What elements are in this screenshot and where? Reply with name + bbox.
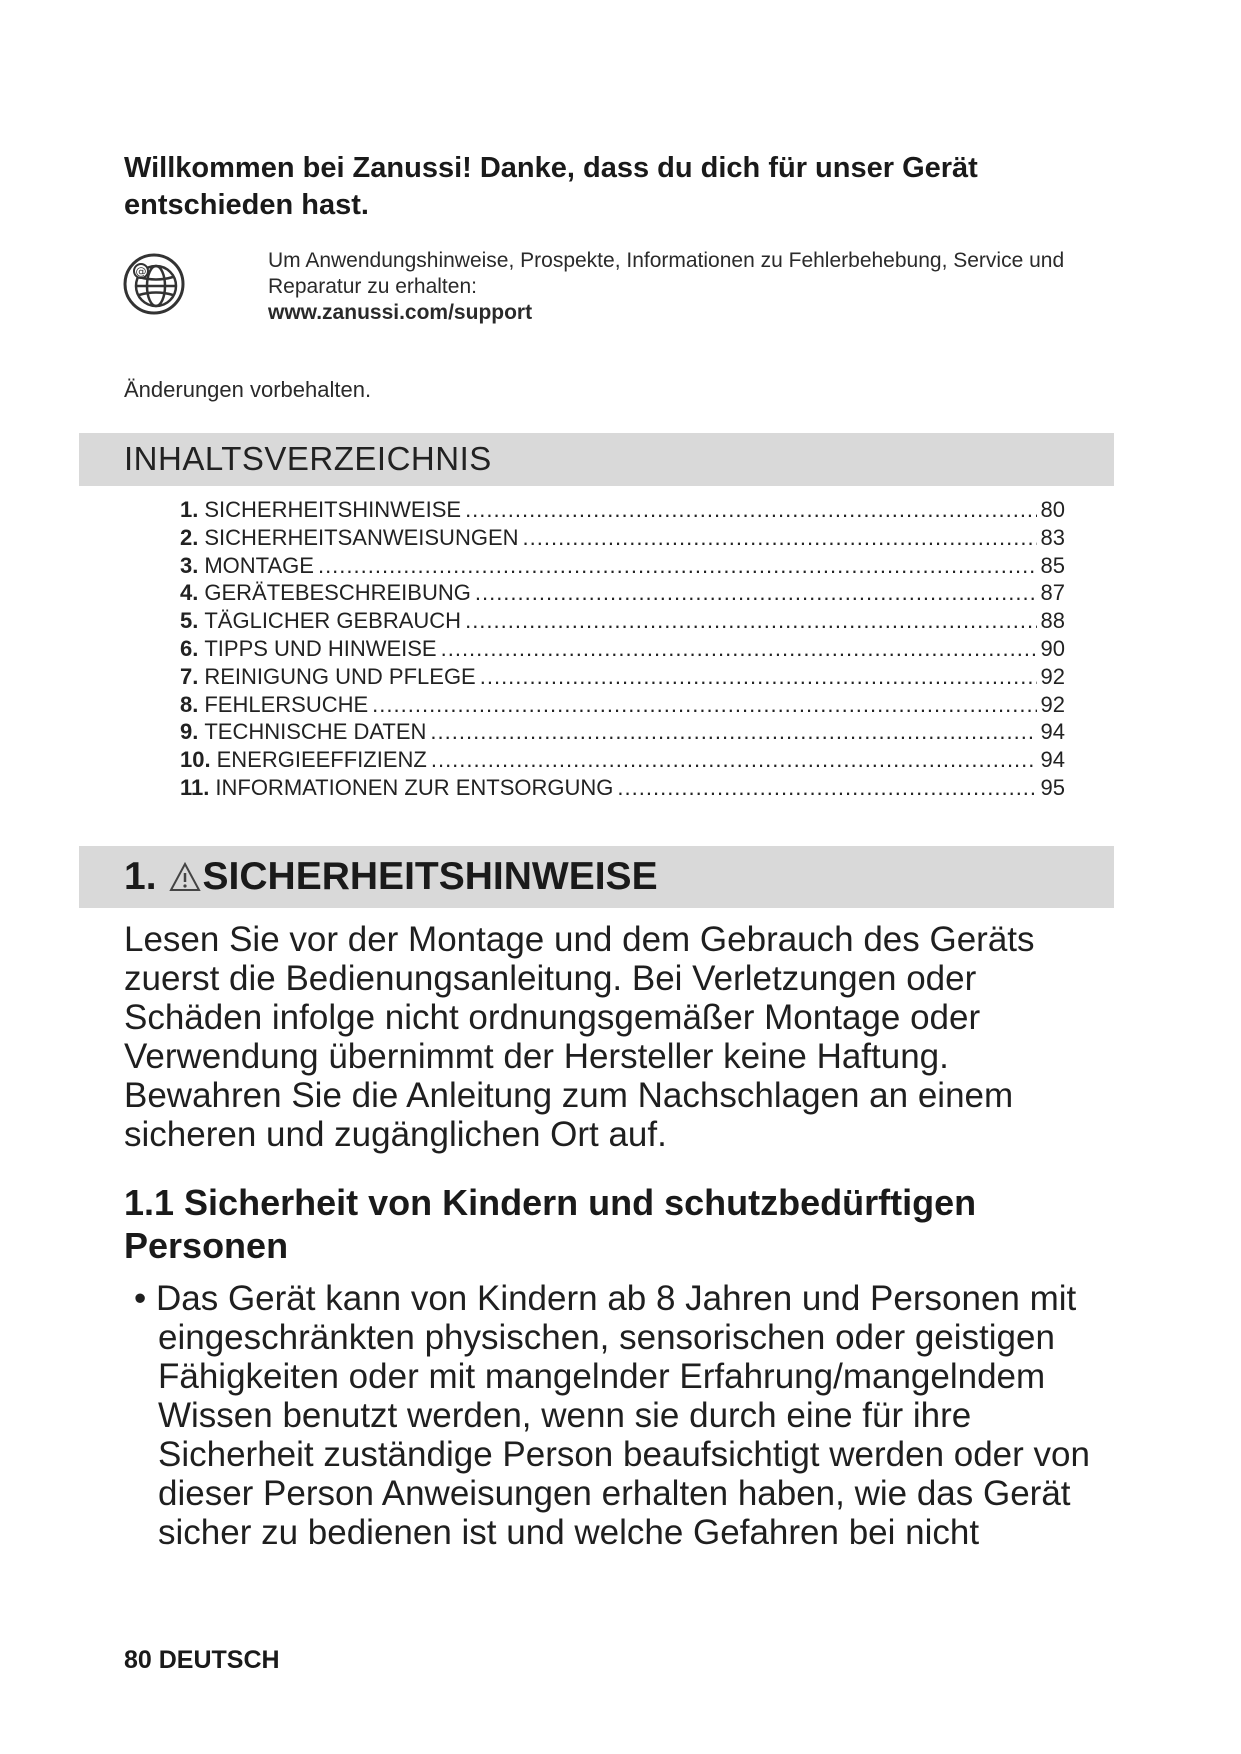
toc-item-label: TECHNISCHE DATEN <box>204 719 427 745</box>
toc-item-label: SICHERHEITSANWEISUNGEN <box>204 524 519 550</box>
toc-item-number: 3. <box>180 552 199 578</box>
toc-item[interactable] <box>180 496 1065 524</box>
toc-leader-dots <box>465 607 1036 635</box>
toc-leader-dots <box>475 579 1037 607</box>
toc-item-number: 7. <box>180 663 199 689</box>
toc-item-number: 6. <box>180 635 199 661</box>
toc-item[interactable] <box>180 579 1065 607</box>
toc-leader-dots <box>372 691 1036 719</box>
toc-item-label: REINIGUNG UND PFLEGE <box>204 663 476 689</box>
toc-item[interactable] <box>180 691 1065 719</box>
support-link[interactable]: www.zanussi.com/support <box>268 301 533 324</box>
support-text: Um Anwendungshinweise, Prospekte, Informationen zu Fehlerbehebung, Service und Reparatur zu erhalten: <box>268 249 1065 298</box>
intro-paragraph: Lesen Sie vor der Montage und dem Gebrauch des Geräts zuerst die Bedienungsanleitung. Bei Verletzungen oder Schäden infolge nicht ordnungsgemäßer Montage oder Verwendung übernimmt der Hersteller keine Haftung. Bewahren Sie die Anleitung zum Nachschlagen an einem sicheren und zugänglichen Ort auf. <box>124 920 1035 1154</box>
changes-note: Änderungen vorbehalten. <box>124 377 372 402</box>
toc-item-label: MONTAGE <box>204 552 314 578</box>
toc-leader-dots <box>523 524 1037 552</box>
toc-item[interactable] <box>180 635 1065 663</box>
toc-item-page: 92 <box>1040 691 1065 717</box>
section-title-text: SICHERHEITSHINWEISE <box>202 855 658 898</box>
toc-item[interactable] <box>180 718 1065 746</box>
toc-leader-dots <box>430 718 1036 746</box>
toc-item-number: 11. <box>180 774 210 800</box>
toc-item-label: ENERGIEEFFIZIENZ <box>216 747 427 773</box>
welcome-heading: Willkommen bei Zanussi! Danke, dass du dich für unser Gerät entschieden hast. <box>124 152 978 221</box>
toc-item-label: SICHERHEITSHINWEISE <box>204 497 462 522</box>
toc-leader-dots <box>318 552 1037 580</box>
toc-item[interactable] <box>180 524 1065 552</box>
toc-leader-dots <box>480 663 1037 691</box>
toc-item-number: 1. <box>180 497 199 522</box>
support-info <box>268 248 1138 326</box>
subsection-title: 1.1 Sicherheit von Kindern und schutzbedürftigen Personen <box>124 1182 977 1266</box>
toc-item-label: FEHLERSUCHE <box>204 691 369 717</box>
section-title <box>124 855 658 899</box>
toc-item-label: TIPPS UND HINWEISE <box>204 635 437 661</box>
toc-leader-dots <box>441 635 1037 663</box>
toc-item-page: 95 <box>1040 774 1065 800</box>
toc-item-page: 85 <box>1040 552 1065 578</box>
toc-item-number: 8. <box>180 691 199 717</box>
toc-item-number: 4. <box>180 580 199 606</box>
toc-item-page: 92 <box>1040 663 1065 689</box>
toc-item-page: 87 <box>1040 580 1065 606</box>
toc-item-number: 9. <box>180 719 199 745</box>
toc-item-page: 88 <box>1040 608 1065 634</box>
globe-at-icon <box>122 252 186 316</box>
toc-item[interactable] <box>180 774 1065 802</box>
warning-triangle-icon <box>169 862 201 892</box>
toc-item[interactable] <box>180 663 1065 691</box>
toc-item[interactable] <box>180 552 1065 580</box>
toc-item-label: TÄGLICHER GEBRAUCH <box>204 608 462 634</box>
toc-item-page: 90 <box>1040 635 1065 661</box>
toc-item-page: 80 <box>1040 497 1065 522</box>
toc-item-page: 94 <box>1040 747 1065 773</box>
toc-item-number: 10. <box>180 747 211 773</box>
toc-item-label: INFORMATIONEN ZUR ENTSORGUNG <box>215 774 614 800</box>
toc-leader-dots <box>465 496 1036 524</box>
toc-item[interactable] <box>180 607 1065 635</box>
table-of-contents <box>180 496 1065 802</box>
toc-leader-dots <box>617 774 1036 802</box>
toc-leader-dots <box>431 746 1037 774</box>
toc-item-number: 2. <box>180 524 199 550</box>
toc-item-page: 83 <box>1040 524 1065 550</box>
svg-text:@: @ <box>135 265 147 278</box>
bullet-paragraph: • Das Gerät kann von Kindern ab 8 Jahren und Personen mit eingeschränkten physischen, sensorischen oder geistigen Fähigkeiten oder mit mangelnder Erfahrung/mangelndem Wissen benutzt werden, wenn sie durch eine für ihre Sicherheit zuständige Person beaufsichtigt werden oder von dieser Person Anweisungen erhalten haben, wie das Gerät sicher zu bedienen ist und welche Gefahren bei nicht <box>134 1279 1090 1552</box>
toc-item-number: 5. <box>180 608 199 634</box>
section-number: 1. <box>124 855 157 898</box>
toc-item-label: GERÄTEBESCHREIBUNG <box>204 580 471 606</box>
toc-item-page: 94 <box>1040 719 1065 745</box>
toc-title: INHALTSVERZEICHNIS <box>124 440 492 477</box>
toc-item[interactable] <box>180 746 1065 774</box>
page-footer: 80 DEUTSCH <box>124 1646 280 1674</box>
